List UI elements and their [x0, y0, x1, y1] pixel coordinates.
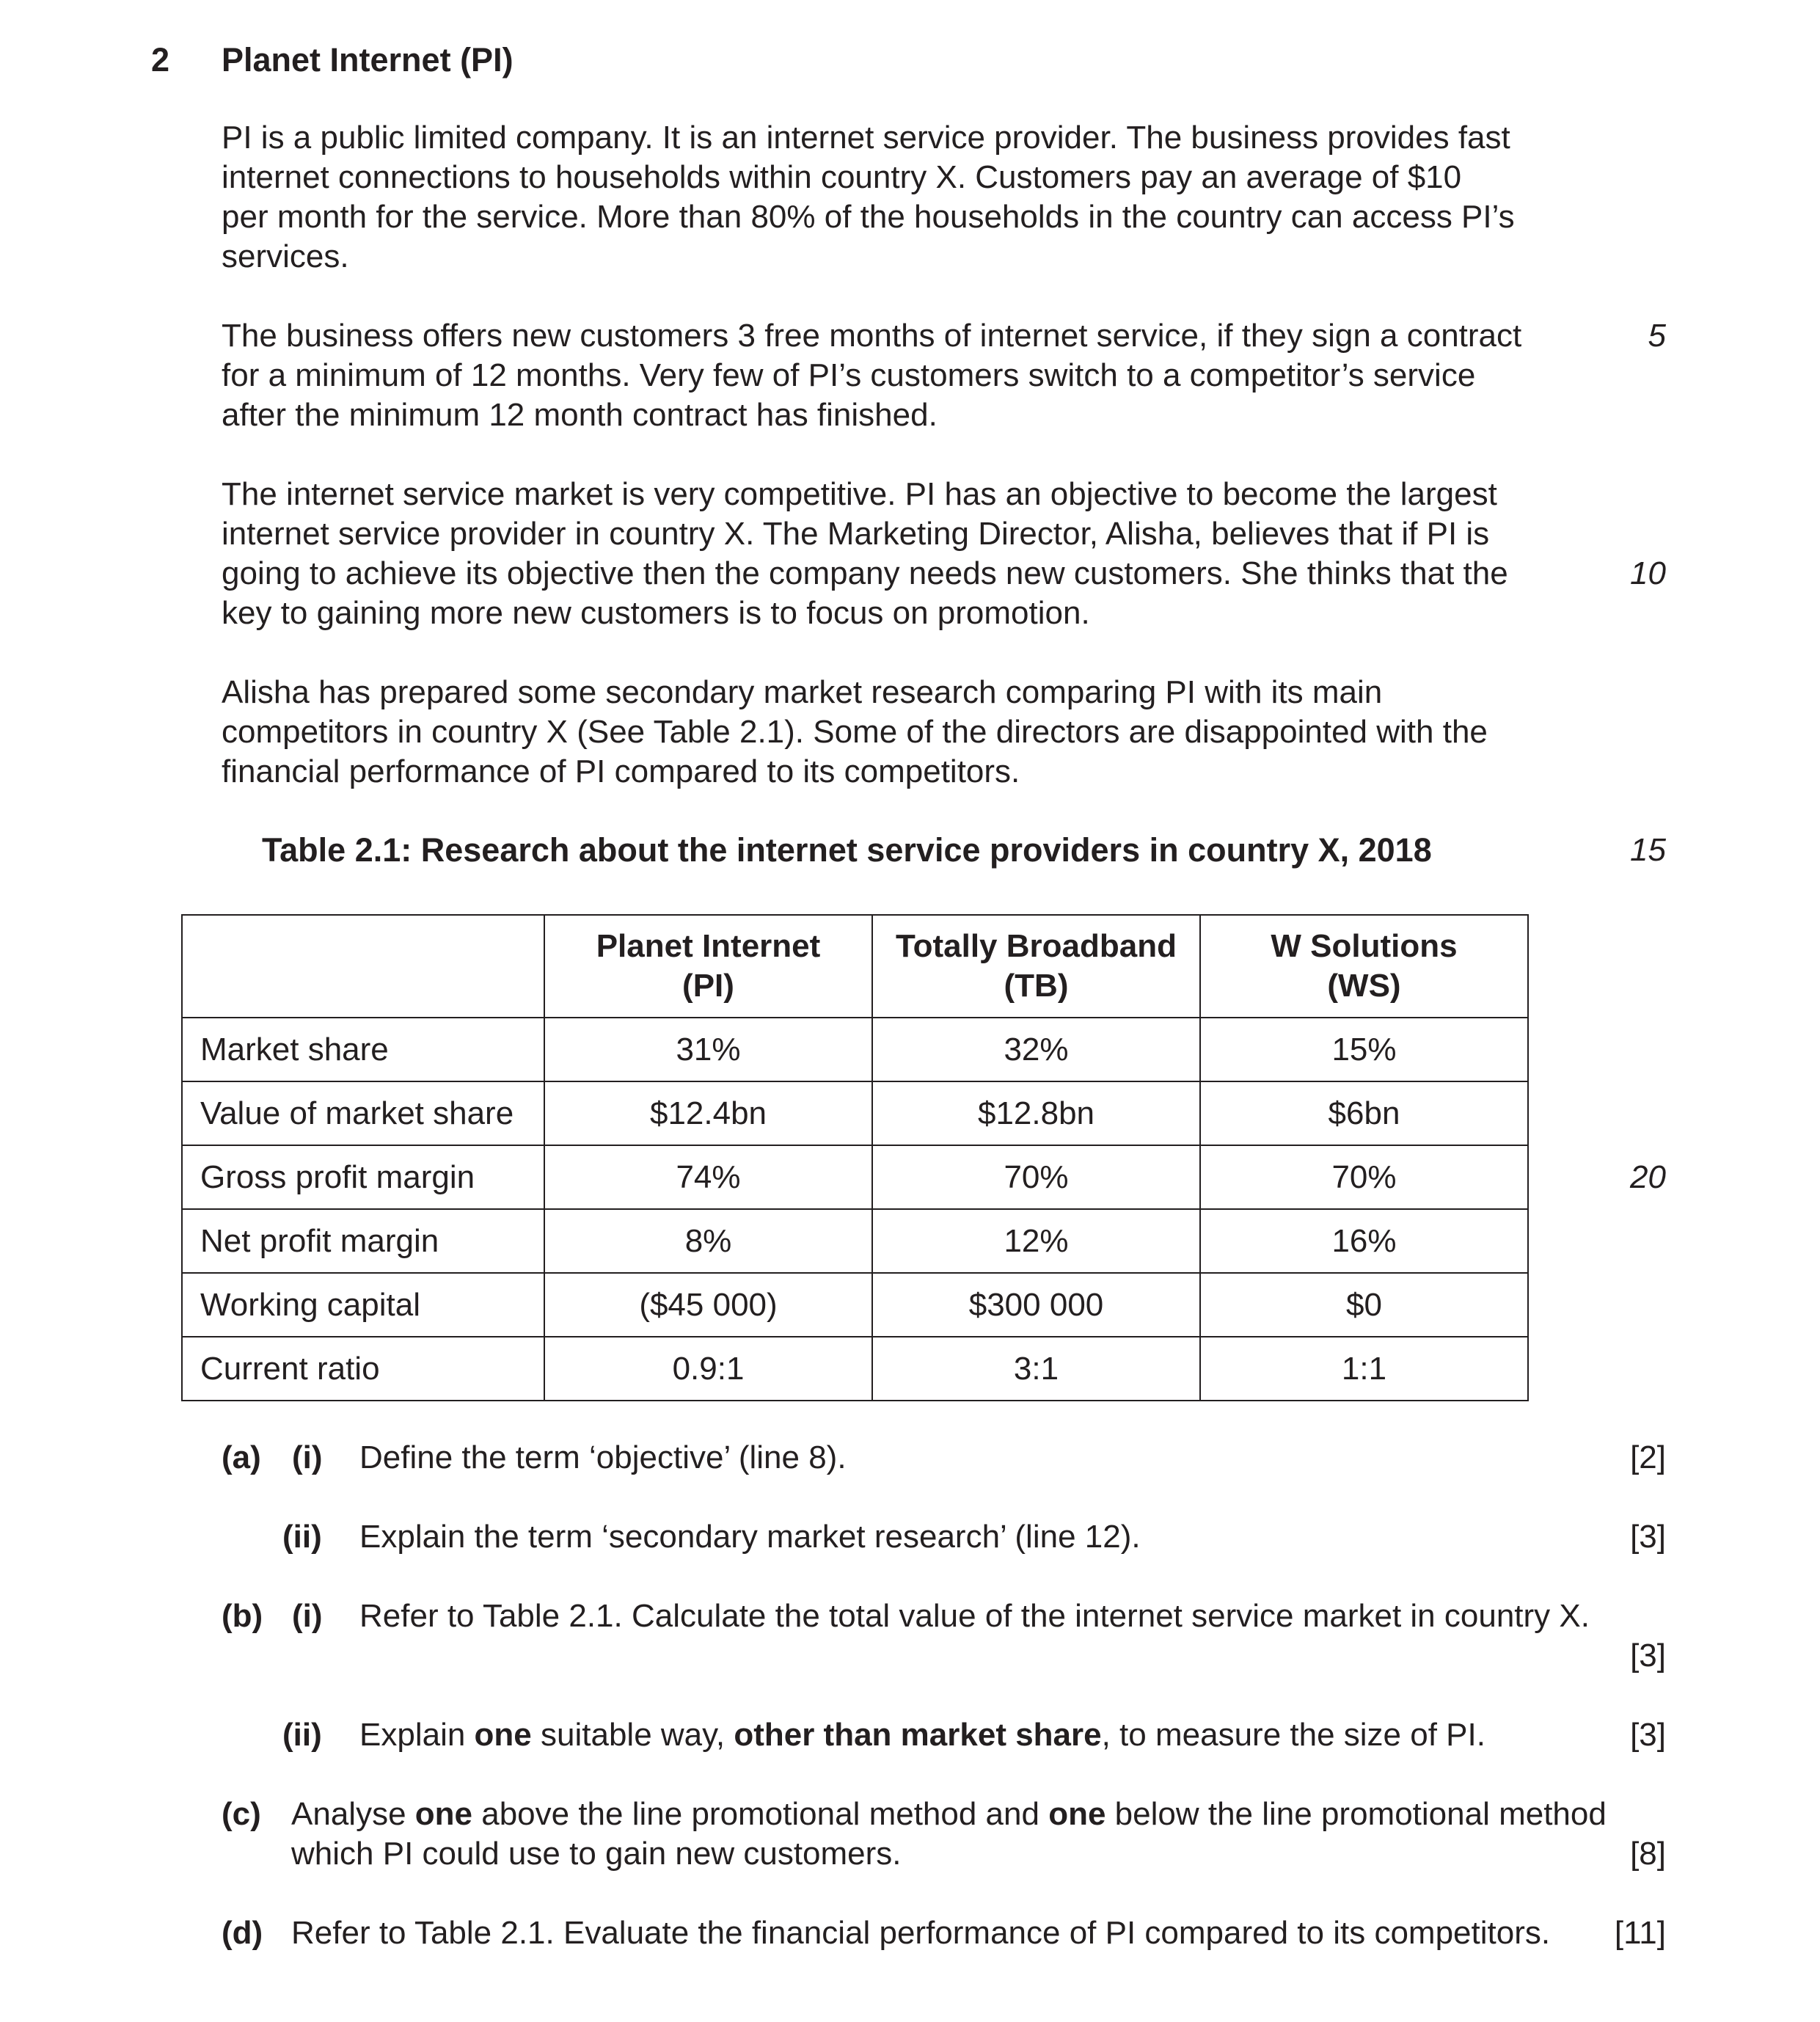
- table-row: [182, 1081, 1528, 1145]
- table-row: [182, 1209, 1528, 1273]
- paragraph-4: [222, 673, 1565, 792]
- table-cell: 70%: [872, 1145, 1200, 1209]
- paragraph-line: going to achieve its objective then the company needs new customers. She thinks that the: [222, 555, 1508, 591]
- table-cell: 0.9:1: [544, 1337, 872, 1401]
- row-label: Gross profit margin: [182, 1145, 544, 1209]
- table-cell: 70%: [1200, 1145, 1528, 1209]
- header-line: Totally Broadband: [896, 928, 1177, 964]
- part-a-i-marks: [2]: [1630, 1439, 1666, 1475]
- paragraph-line: internet service provider in country X. The Marketing Director, Alisha, believes that if PI is: [222, 516, 1490, 552]
- paragraph-line: The internet service market is very competitive. PI has an objective to become the largest: [222, 476, 1497, 512]
- part-a-i-label: (i): [292, 1439, 323, 1475]
- table-row: [182, 1018, 1528, 1081]
- text-run: Explain: [359, 1717, 475, 1753]
- table-cell: ($45 000): [544, 1273, 872, 1337]
- line-number: 5: [1648, 318, 1666, 354]
- part-a-ii-label: (ii): [282, 1519, 322, 1555]
- table-cell: 16%: [1200, 1209, 1528, 1273]
- text-run: above the line promotional method and: [472, 1796, 1049, 1832]
- table-cell: 3:1: [872, 1337, 1200, 1401]
- paragraph-line: services.: [222, 238, 349, 274]
- part-c-text: [291, 1795, 1607, 1834]
- paragraph-3: [222, 475, 1565, 633]
- part-c-text-line2: which PI could use to gain new customers.: [291, 1836, 902, 1872]
- table-header-empty: [182, 915, 544, 1018]
- research-table: [181, 914, 1529, 1401]
- part-d-text: Refer to Table 2.1. Evaluate the financial performance of PI compared to its competitors.: [291, 1915, 1551, 1951]
- paragraph-line: Alisha has prepared some secondary market research comparing PI with its main: [222, 674, 1383, 710]
- part-b-ii-marks: [3]: [1630, 1717, 1666, 1753]
- part-b-ii-label: (ii): [282, 1717, 322, 1753]
- table-cell: 74%: [544, 1145, 872, 1209]
- table-cell: 1:1: [1200, 1337, 1528, 1401]
- paragraph-line: key to gaining more new customers is to focus on promotion.: [222, 595, 1090, 631]
- text-run: , to measure the size of PI.: [1101, 1717, 1485, 1753]
- part-b-i-text: Refer to Table 2.1. Calculate the total value of the internet service market in country X.: [359, 1598, 1590, 1634]
- line-number: 20: [1630, 1159, 1666, 1195]
- row-label: Market share: [182, 1018, 544, 1081]
- row-label: Working capital: [182, 1273, 544, 1337]
- paragraph-line: per month for the service. More than 80% of the households in the country can access PI’s: [222, 199, 1515, 235]
- part-b-ii-text: [359, 1715, 1485, 1755]
- text-run: below the line promotional method: [1105, 1796, 1607, 1832]
- table-cell: 12%: [872, 1209, 1200, 1273]
- paragraph-line: competitors in country X (See Table 2.1). Some of the directors are disappointed with the: [222, 714, 1488, 750]
- table-row: [182, 1145, 1528, 1209]
- header-line: Planet Internet: [596, 928, 821, 964]
- part-a-label: (a): [222, 1439, 261, 1475]
- table-header-tb: [872, 915, 1200, 1018]
- table-cell: $12.4bn: [544, 1081, 872, 1145]
- bold-run: one: [414, 1796, 472, 1832]
- table-caption: Table 2.1: Research about the internet service providers in country X, 2018: [262, 831, 1432, 869]
- table-cell: 32%: [872, 1018, 1200, 1081]
- table-row: [182, 1337, 1528, 1401]
- part-c-label: (c): [222, 1796, 261, 1832]
- part-b-i-label: (i): [292, 1598, 323, 1634]
- question-number: 2: [151, 41, 170, 79]
- bold-run: other than market share: [734, 1717, 1102, 1753]
- table-cell: 15%: [1200, 1018, 1528, 1081]
- part-c-marks: [8]: [1630, 1836, 1666, 1872]
- bold-run: one: [474, 1717, 532, 1753]
- paragraph-line: PI is a public limited company. It is an internet service provider. The business provides fast: [222, 120, 1510, 156]
- part-d-marks: [11]: [1614, 1915, 1666, 1951]
- table-header-pi: [544, 915, 872, 1018]
- paragraph-line: after the minimum 12 month contract has finished.: [222, 397, 938, 433]
- header-line: W Solutions: [1271, 928, 1458, 964]
- header-line: (PI): [682, 968, 734, 1004]
- table-header-ws: [1200, 915, 1528, 1018]
- table-cell: $6bn: [1200, 1081, 1528, 1145]
- bold-run: one: [1048, 1796, 1106, 1832]
- row-label: Current ratio: [182, 1337, 544, 1401]
- question-title: Planet Internet (PI): [222, 41, 514, 79]
- part-a-ii-text: Explain the term ‘secondary market research’ (line 12).: [359, 1519, 1141, 1555]
- table-cell: $300 000: [872, 1273, 1200, 1337]
- paragraph-line: internet connections to households within country X. Customers pay an average of $10: [222, 159, 1462, 195]
- table-cell: 8%: [544, 1209, 872, 1273]
- paragraph-line: The business offers new customers 3 free months of internet service, if they sign a contract: [222, 318, 1522, 354]
- paragraph-line: financial performance of PI compared to its competitors.: [222, 753, 1020, 789]
- header-line: (TB): [1004, 968, 1069, 1004]
- part-a-i-text: Define the term ‘objective’ (line 8).: [359, 1439, 847, 1475]
- paragraph-1: [222, 118, 1565, 277]
- table-cell: 31%: [544, 1018, 872, 1081]
- table-row: [182, 1273, 1528, 1337]
- line-number: 15: [1630, 832, 1666, 868]
- line-number: 10: [1630, 555, 1666, 591]
- table-header-row: [182, 915, 1528, 1018]
- header-line: (WS): [1327, 968, 1401, 1004]
- text-run: suitable way,: [531, 1717, 734, 1753]
- part-d-label: (d): [222, 1915, 263, 1951]
- paragraph-2: [222, 316, 1565, 435]
- text-run: Analyse: [291, 1796, 415, 1832]
- part-a-ii-marks: [3]: [1630, 1519, 1666, 1555]
- paragraph-line: for a minimum of 12 months. Very few of PI’s customers switch to a competitor’s service: [222, 357, 1476, 393]
- row-label: Net profit margin: [182, 1209, 544, 1273]
- part-b-label: (b): [222, 1598, 263, 1634]
- table-cell: $0: [1200, 1273, 1528, 1337]
- part-b-i-marks: [3]: [1630, 1638, 1666, 1674]
- row-label: Value of market share: [182, 1081, 544, 1145]
- table-cell: $12.8bn: [872, 1081, 1200, 1145]
